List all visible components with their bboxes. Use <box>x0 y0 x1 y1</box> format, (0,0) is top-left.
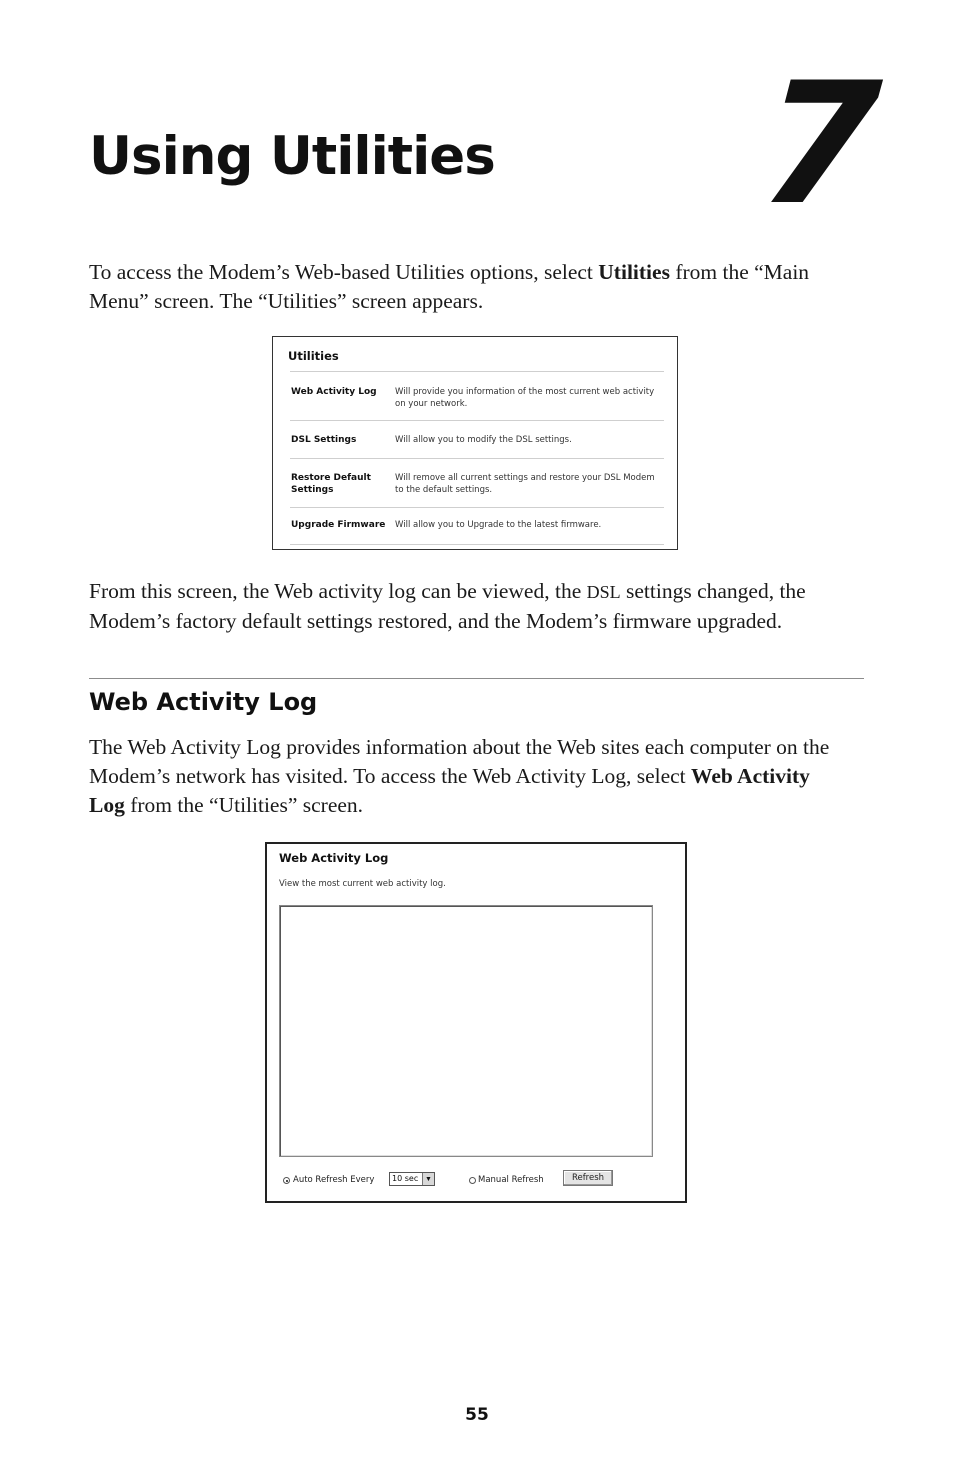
summary-smallcaps-dsl: DSL <box>586 582 621 602</box>
refresh-button[interactable]: Refresh <box>563 1170 613 1186</box>
section-divider <box>89 678 864 679</box>
section-text-2: from the “Utilities” screen. <box>124 793 364 817</box>
intro-paragraph <box>89 258 869 316</box>
chapter-title: Using Utilities <box>89 126 495 187</box>
utilities-row-name[interactable]: DSL Settings <box>291 435 357 445</box>
utilities-row-upgrade-firmware[interactable] <box>290 507 664 545</box>
auto-refresh-radio[interactable] <box>283 1177 290 1184</box>
refresh-interval-select[interactable] <box>389 1172 435 1186</box>
refresh-interval-value: 10 sec <box>392 1174 419 1183</box>
intro-bold-utilities: Utilities <box>598 260 670 284</box>
utilities-screen-title: Utilities <box>288 349 339 363</box>
web-activity-screen-subtitle: View the most current web activity log. <box>279 879 446 889</box>
utilities-row-name[interactable]: Restore Default Settings <box>291 473 371 495</box>
utilities-row-dsl-settings[interactable] <box>290 420 664 458</box>
utilities-row-restore-default[interactable] <box>290 458 664 507</box>
chevron-down-icon[interactable]: ▼ <box>422 1173 434 1185</box>
summary-text-2: settings changed, the Modem’s factory default settings restored, and the Modem’s firmware upgraded. <box>89 579 806 633</box>
section-bold-web-activity-log: Web Activity Log <box>89 764 810 817</box>
utilities-row-description: Will allow you to modify the DSL settings. <box>395 435 572 445</box>
utilities-row-name[interactable]: Web Activity Log <box>291 387 377 397</box>
section-heading: Web Activity Log <box>89 688 318 716</box>
manual-refresh-radio[interactable] <box>469 1177 476 1184</box>
intro-text-1: To access the Modem’s Web-based Utilities options, select <box>89 260 599 284</box>
utilities-screenshot <box>272 336 678 550</box>
section-paragraph <box>89 733 839 820</box>
web-activity-log-screenshot <box>265 842 687 1203</box>
activity-log-textarea[interactable] <box>279 905 653 1157</box>
utilities-row-description: Will remove all current settings and restore your DSL Modem to the default settings. <box>395 473 655 495</box>
utilities-row-description: Will allow you to Upgrade to the latest firmware. <box>395 520 602 530</box>
summary-paragraph <box>89 577 869 636</box>
intro-text-2: from the “Main Menu” screen. The “Utilities” screen appears. <box>89 260 810 313</box>
utilities-row-web-activity-log[interactable] <box>290 371 664 420</box>
section-text-1: The Web Activity Log provides information about the Web sites each computer on the Modem’s network has visited. To access the Web Activity Log, select <box>89 735 830 788</box>
summary-text-1: From this screen, the Web activity log can be viewed, the <box>89 579 587 603</box>
manual-refresh-label: Manual Refresh <box>478 1175 544 1185</box>
web-activity-screen-title: Web Activity Log <box>279 851 389 865</box>
auto-refresh-label: Auto Refresh Every <box>293 1175 375 1185</box>
utilities-row-name[interactable]: Upgrade Firmware <box>291 520 386 530</box>
page-number: 55 <box>465 1405 489 1425</box>
utilities-row-description: Will provide you information of the most current web activity on your network. <box>395 387 655 409</box>
chapter-number: 7 <box>755 46 886 242</box>
